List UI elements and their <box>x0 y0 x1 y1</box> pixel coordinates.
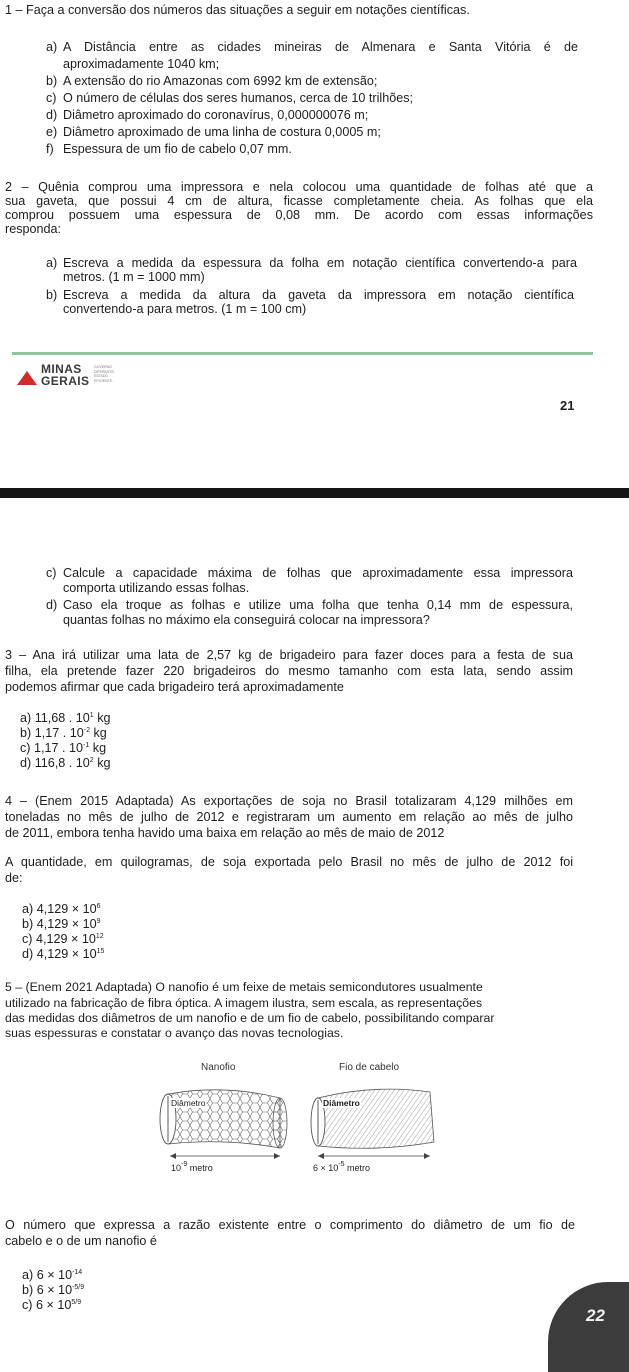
option-label: b) <box>22 1283 34 1297</box>
corner-page-mark: 22 <box>586 1306 605 1325</box>
option-unit: kg <box>93 726 107 740</box>
q4-option <box>22 917 101 932</box>
q2-item-text-cont: comporta utilizando essas folhas. <box>63 581 250 595</box>
corner-decoration <box>548 1282 629 1372</box>
q1-item-label: a) <box>46 40 58 54</box>
q5-line: utilizado na fabricação de fibra óptica. A imagem ilustra, sem escala, as representações <box>5 996 483 1010</box>
option-unit: kg <box>97 711 111 725</box>
option-unit: kg <box>92 741 107 755</box>
q5-line: suas espessuras e constatar o avanço das novas tecnologias. <box>5 1026 344 1040</box>
q4-option <box>22 932 104 947</box>
q3-line: 3 – Ana irá utilizar uma lata de 2,57 kg de brigadeiro para fazer doces para a festa de sua <box>5 648 573 662</box>
q4-option <box>22 947 104 962</box>
option-exponent: 5/9 <box>71 1299 82 1306</box>
q4-question-line: A quantidade, em quilogramas, de soja exportada pelo Brasil no mês de julho de 2012 foi <box>5 855 573 869</box>
q2-item-label: b) <box>46 288 58 302</box>
option-exponent: -1 <box>83 742 90 749</box>
option-exponent: 9 <box>96 918 101 925</box>
nanofio-measure: $10^{-9}$ metro <box>171 1161 213 1173</box>
figure-drawing <box>150 1076 450 1176</box>
q1-item-text: A extensão do rio Amazonas com 6992 km de extensão; <box>63 74 378 88</box>
option-base: 1,17 . 10 <box>34 726 84 740</box>
option-base: 6 × 10 <box>36 1298 72 1312</box>
q2-item-text: Calcule a capacidade máxima de folhas que aproximadamente essa impressora <box>63 566 573 580</box>
option-exponent: -5/9 <box>72 1284 85 1291</box>
option-exponent: -14 <box>72 1269 83 1276</box>
q5-question-line: O número que expressa a razão existente entre o comprimento do diâmetro de um fio de <box>5 1218 575 1232</box>
option-base: 4,129 × 10 <box>36 902 97 916</box>
option-base: 4,129 × 10 <box>36 917 97 931</box>
option-unit: kg <box>97 756 111 770</box>
page-number: 21 <box>560 398 575 413</box>
q1-item-label: f) <box>46 142 54 156</box>
page-break-bar <box>0 488 629 498</box>
option-base: 6 × 10 <box>36 1283 73 1297</box>
option-label: a) <box>20 711 32 725</box>
option-label: b) <box>22 917 34 931</box>
q3-option <box>20 726 107 741</box>
option-base: 116,8 . 10 <box>34 756 90 770</box>
q5-line: 5 – (Enem 2021 Adaptada) O nanofio é um feixe de metais semicondutores usualmente <box>5 980 483 994</box>
option-label: c) <box>22 1298 33 1312</box>
option-label: a) <box>22 1268 34 1282</box>
q4-line: 4 – (Enem 2015 Adaptada) As exportações de soja no Brasil totalizaram 4,129 milhões em <box>5 794 573 808</box>
q2-item-text: Escreva a medida da altura da gaveta da impressora em notação científica <box>63 288 574 302</box>
q3-line: podemos afirmar que cada brigadeiro terá aproximadamente <box>5 680 344 694</box>
option-base: 1,17 . 10 <box>34 741 84 755</box>
option-exponent: 6 <box>96 903 101 910</box>
q1-item-text: A Distância entre as cidades mineiras de Almenara e Santa Vitória é de <box>63 40 578 54</box>
minas-gerais-logo <box>14 362 144 389</box>
nanofio-diameter-arrow <box>170 1153 280 1159</box>
option-exponent: 15 <box>96 948 105 955</box>
q1-item-text: Diâmetro aproximado de uma linha de costura 0,0005 m; <box>63 125 381 139</box>
q1-item-text-cont: aproximadamente 1040 km; <box>63 57 220 71</box>
q5-option <box>22 1283 84 1298</box>
option-exponent: 2 <box>89 757 94 764</box>
q5-option <box>22 1268 82 1283</box>
q4-question-line: de: <box>5 871 23 885</box>
q1-item-text: O número de células dos seres humanos, cerca de 10 trilhões; <box>63 91 414 105</box>
option-base: 6 × 10 <box>36 1268 73 1282</box>
q2-item-label: d) <box>46 598 58 612</box>
q1-item-label: c) <box>46 91 57 105</box>
cabelo-diameter-arrow <box>318 1153 430 1159</box>
triangle-logo-icon <box>14 369 40 387</box>
q3-option <box>20 756 111 771</box>
q2-item-text-cont: convertendo-a para metros. (1 m = 100 cm) <box>63 302 307 316</box>
option-base: 4,129 × 10 <box>36 947 97 961</box>
q2-line: responda: <box>5 222 62 236</box>
q2-item-text: Caso ela troque as folhas e utilize uma folha que tenha 0,14 mm de espessura, <box>63 598 573 612</box>
q5-option <box>22 1298 81 1313</box>
logo-tagline: GOVERNO DIFERENTE. ESTADO EFICIENTE. <box>94 365 115 383</box>
q3-line: filha, ela pretende fazer 220 brigadeiros do mesmo tamanho com esta lata, sendo assim <box>5 664 573 678</box>
option-base: 4,129 × 10 <box>36 932 96 946</box>
q1-item-label: b) <box>46 74 58 88</box>
nanofio-title: Nanofio <box>201 1062 236 1073</box>
option-label: b) <box>20 726 32 740</box>
q2-item-label: c) <box>46 566 57 580</box>
q4-line: de 2011, embora tenha havido uma baixa em relação ao mês de maio de 2012 <box>5 826 445 840</box>
cabelo-diameter-label: Diâmetro <box>323 1098 360 1108</box>
nanofio-diameter-label: Diâmetro <box>171 1098 206 1108</box>
q2-item-label: a) <box>46 256 58 270</box>
option-label: d) <box>22 947 34 961</box>
q1-statement: 1 – Faça a conversão dos números das situações a seguir em notações científicas. <box>5 3 470 17</box>
q2-line: comprou possuem uma espessura de 0,08 mm. De acordo com essas informações <box>5 208 593 222</box>
q2-line: 2 – Quênia comprou uma impressora e nela colocou uma quantidade de folhas até que a <box>5 180 593 194</box>
option-label: c) <box>22 932 33 946</box>
q2-item-text-cont: metros. (1 m = 1000 mm) <box>63 270 205 284</box>
logo-gerais-text: GERAIS <box>41 374 90 388</box>
option-base: 11,68 . 10 <box>34 711 90 725</box>
q4-option <box>22 902 101 917</box>
logo-minas-text: MINAS <box>41 362 82 376</box>
option-exponent: -2 <box>83 727 90 734</box>
q5-question-line: cabelo e o de um nanofio é <box>5 1234 157 1248</box>
q2-line: sua gaveta, que possui 4 cm de altura, ficasse completamente cheia. As folhas que ela <box>5 194 593 208</box>
q3-option <box>20 741 106 756</box>
q1-item-label: e) <box>46 125 58 139</box>
option-label: a) <box>22 902 34 916</box>
cabelo-title: Fio de cabelo <box>339 1062 400 1073</box>
option-exponent: 12 <box>95 933 104 940</box>
q4-line: toneladas no mês de julho de 2012 e registraram um aumento em relação ao mês de julho <box>5 810 573 824</box>
footer-divider <box>12 352 593 355</box>
option-label: d) <box>20 756 32 770</box>
q5-line: das medidas dos diâmetros de um nanofio e de um fio de cabelo, possibilitando comparar <box>5 1011 495 1025</box>
option-exponent: 1 <box>89 712 94 719</box>
q1-item-text: Diâmetro aproximado do coronavírus, 0,000000076 m; <box>63 108 369 122</box>
q3-option <box>20 711 111 726</box>
nanowire-hair-figure <box>150 1062 450 1192</box>
q2-item-text: Escreva a medida da espessura da folha em notação científica convertendo-a para <box>63 256 577 270</box>
option-label: c) <box>20 741 31 755</box>
cabelo-measure: $6 \times 10^{-5}$ metro <box>313 1161 371 1173</box>
q2-item-text-cont: quantas folhas no máximo ela conseguirá colocar na impressora? <box>63 613 430 627</box>
q1-item-label: d) <box>46 108 58 122</box>
q1-item-text: Espessura de um fio de cabelo 0,07 mm. <box>63 142 292 156</box>
